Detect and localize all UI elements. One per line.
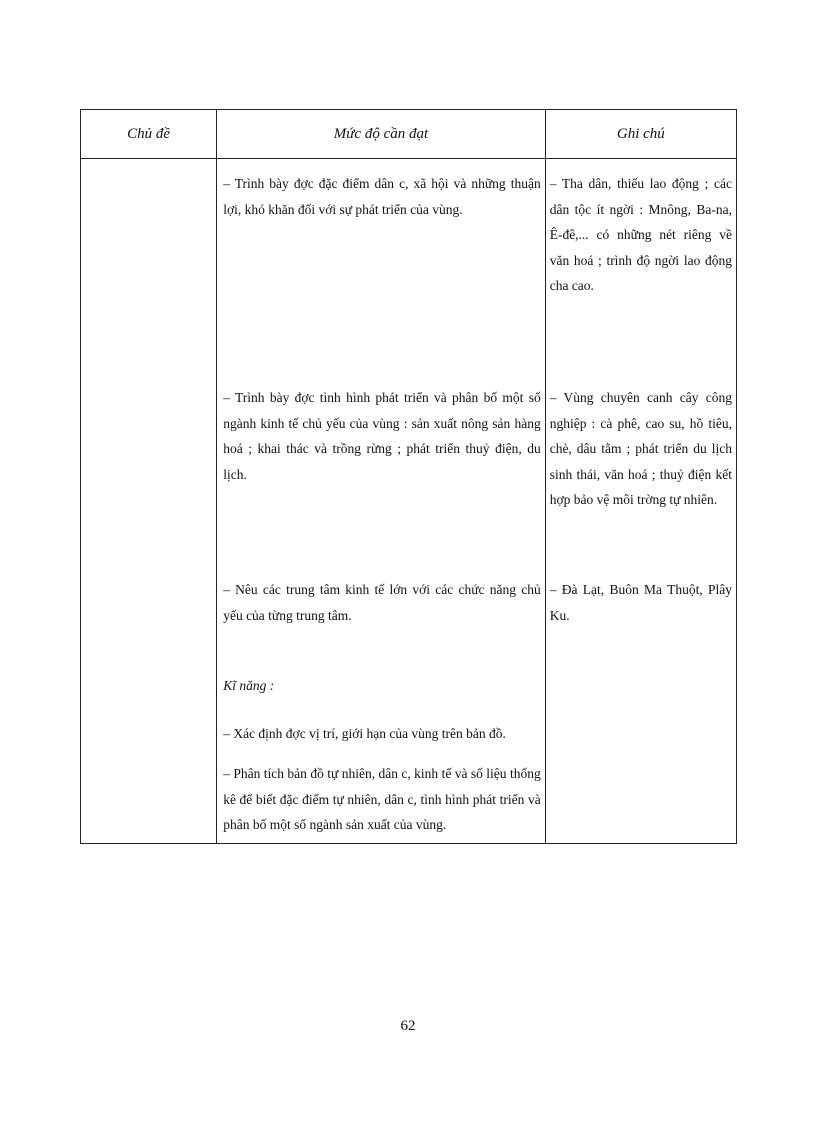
requirement-item-2: – Trình bày đợc tình hình phát triển và phân bố một số ngành kinh tế chủ yếu của vùng : sản xuất nông sản hàng hoá ; khai thác và trồng rừng ; phát triển thuỷ điện, du lịch.: [223, 390, 541, 482]
skill-item-2: – Phân tích bản đồ tự nhiên, dân c, kinh tế và số liệu thống kê để biết đặc điểm tự nhiên, dân c, tình hình phát triển và phân bố một số ngành sản xuất của vùng.: [223, 766, 541, 832]
requirement-cell: [217, 159, 546, 844]
note-item-2: – Vùng chuyên canh cây công nghiệp : cà phê, cao su, hồ tiêu, chè, dâu tằm ; phát triển du lịch sinh thái, văn hoá ; thuỷ điện kết hợp bảo vệ môi trờng tự nhiên.: [549, 390, 732, 507]
requirement-item-1: – Trình bày đợc đặc điểm dân c, xã hội và những thuận lợi, khó khăn đối với sự phát triển của vùng.: [223, 176, 541, 217]
requirement-item-3: – Nêu các trung tâm kinh tế lớn với các chức năng chủ yếu của từng trung tâm.: [223, 582, 541, 623]
curriculum-table: [80, 109, 737, 844]
topic-cell: [81, 159, 217, 844]
note-item-3: – Đà Lạt, Buôn Ma Thuột, Plây Ku.: [549, 582, 732, 623]
note-cell: [545, 159, 736, 844]
header-note: Ghi chú: [545, 110, 736, 159]
header-row: [81, 110, 737, 159]
topic-cell-text: [81, 159, 216, 843]
skill-item-1: – Xác định đợc vị trí, giới hạn của vùng trên bản đồ.: [223, 726, 506, 741]
content-row: [81, 159, 737, 844]
header-topic: Chủ đề: [81, 110, 217, 159]
header-requirement: Mức độ cần đạt: [217, 110, 546, 159]
page-number: 62: [400, 1018, 416, 1034]
skills-heading: Kĩ năng :: [223, 678, 275, 693]
note-item-1: – Tha dân, thiếu lao động ; các dân tộc ít ngời : Mnông, Ba-na, Ê-đê,... có những nét riêng về văn hoá ; trình độ ngời lao động cha cao.: [549, 176, 732, 293]
